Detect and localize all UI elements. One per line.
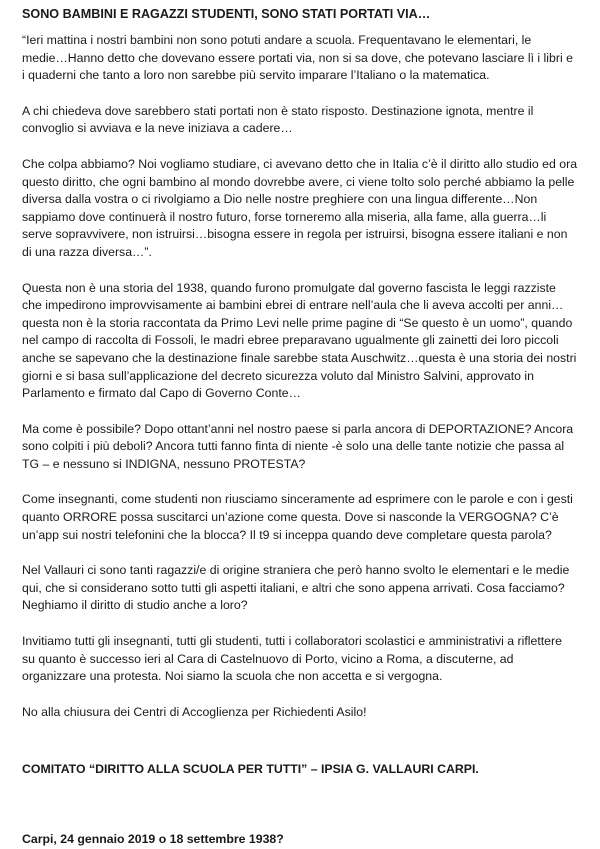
date-line: Carpi, 24 gennaio 2019 o 18 settembre 1938? xyxy=(22,832,284,846)
paragraph-3: Che colpa abbiamo? Noi vogliamo studiare, ci avevano detto che in Italia c’è il diritto allo studio ed ora questo diritto, che ogni bambino al mondo dovrebbe avere, ci viene tolto solo perché abbiamo la pelle diversa dalla vostra o ci rivolgiamo a Dio nelle nostre preghiere con una lingua differente…Non sappiamo dove continuerà il nostro futuro, forse torneremo alla miseria, alla fame, alla guerra…li serve sopravvivere, non istruirsi…bisogna essere in regola per istruirsi, bisogna essere italiani e non di una razza diversa…”. xyxy=(22,156,578,259)
paragraph-5: Ma come è possibile? Dopo ottant’anni nel nostro paese si parla ancora di DEPORTAZIONE? Ancora sono colpiti i più deboli? Ancora tutti fanno finta di niente -è solo una delle tante notizie che passa al TG – e nessuno si INDIGNA, nessuno PROTESTA? xyxy=(22,421,574,471)
paragraph-4: Questa non è una storia del 1938, quando furono promulgate dal governo fascista le leggi razziste che impedirono improvvisamente ai bambini ebrei di entrare nell’aula che li aveva accolti per anni…questa non è la storia raccontata da Primo Levi nelle prime pagine di “Se questo è un uomo”, quando nel campo di raccolta di Fossoli, le madri ebree preparavano ugualmente gli zainetti dei loro piccoli anche se sapevano che la destinazione finale sarebbe stata Auschwitz…questa è una storia dei nostri giorni e si basa sull’applicazione del decreto sicurezza voluto dal Ministro Salvini, approvato in Parlamento e firmato dal Capo di Governo Conte… xyxy=(22,280,577,401)
paragraph-2: A chi chiedeva dove sarebbero stati portati non è stato risposto. Destinazione ignota, mentre il convoglio si avviava e la neve iniziava a cadere… xyxy=(22,103,534,136)
paragraph-8: Invitiamo tutti gli insegnanti, tutti gli studenti, tutti i collaboratori scolastici e amministrativi a riflettere su quanto è successo ieri al Cara di Castelnuovo di Porto, vicino a Roma, a discuterne, ad organizzare una protesta. Noi siamo la scuola che non accetta e si vergogna. xyxy=(22,634,562,684)
paragraph-7: Nel Vallauri ci sono tanti ragazzi/e di origine straniera che però hanno svolto le elementari e le medie qui, che si considerano sotto tutti gli aspetti italiani, e altri che sono appena arrivati. Cosa facciamo? Neghiamo il diritto di studio anche a loro? xyxy=(22,563,570,613)
paragraph-9: No alla chiusura dei Centri di Accoglienza per Richiedenti Asilo! xyxy=(22,704,367,719)
paragraph-6: Come insegnanti, come studenti non riusciamo sinceramente ad esprimere con le parole e con i gesti quanto ORRORE possa suscitarci un’azione come questa. Dove si nasconde la VERGOGNA? C’è un’app sui nostri telefonini che la blocca? Il t9 si inceppa quando deve completare questa parola? xyxy=(22,492,573,542)
document-title: SONO BAMBINI E RAGAZZI STUDENTI, SONO STATI PORTATI VIA… xyxy=(22,7,431,21)
signature-line: COMITATO “DIRITTO ALLA SCUOLA PER TUTTI” – IPSIA G. VALLAURI CARPI. xyxy=(22,762,479,777)
spacer xyxy=(22,739,578,761)
paragraph-1: “Ieri mattina i nostri bambini non sono potuti andare a scuola. Frequentavano le elementari, le medie…Hanno detto che dovevano essere portati via, non si sa dove, che potevano lasciare lì i libri e i quaderni che tanto a loro non sarebbe più servito imparare l’Italiano o la matematica. xyxy=(22,33,573,83)
spacer xyxy=(22,779,578,831)
